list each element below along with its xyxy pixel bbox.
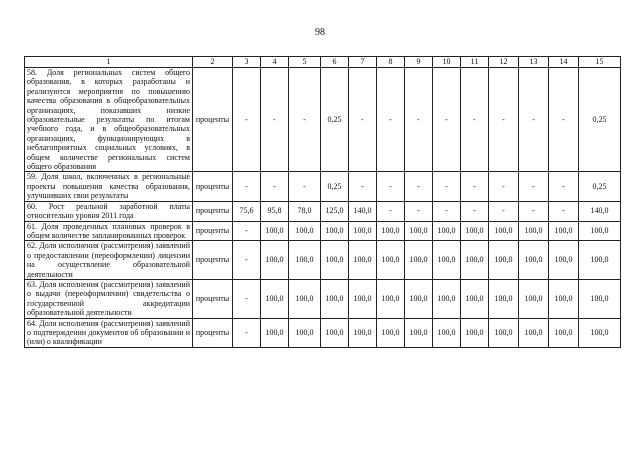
indicator-cell: 62. Доля исполнения (рассмотрения) заявлений о предоставлении (переоформлении) лицензии на осуществление образовательной деятельности	[25, 241, 193, 280]
value-cell: 0,25	[579, 68, 621, 172]
column-header: 4	[261, 57, 289, 68]
value-cell: 100,0	[433, 241, 461, 280]
value-cell: 100,0	[461, 221, 489, 241]
table-row	[25, 172, 621, 201]
value-cell: -	[519, 68, 549, 172]
table-row	[25, 279, 621, 318]
indicator-cell: 64. Доля исполнения (рассмотрения) заявлений о подтверждении документов об образовании и (или) о квалификации	[25, 318, 193, 347]
value-cell: 100,0	[405, 221, 433, 241]
unit-cell: проценты	[193, 318, 233, 347]
column-header: 11	[461, 57, 489, 68]
value-cell: -	[261, 68, 289, 172]
value-cell: -	[233, 221, 261, 241]
value-cell: -	[461, 172, 489, 201]
value-cell: 100,0	[489, 221, 519, 241]
value-cell: 100,0	[461, 279, 489, 318]
value-cell: 100,0	[405, 279, 433, 318]
value-cell: 100,0	[349, 279, 377, 318]
column-header: 2	[193, 57, 233, 68]
value-cell: 100,0	[549, 279, 579, 318]
value-cell: -	[349, 68, 377, 172]
value-cell: 100,0	[433, 221, 461, 241]
value-cell: 78,0	[289, 201, 321, 221]
column-header: 15	[579, 57, 621, 68]
value-cell: -	[233, 318, 261, 347]
table-row	[25, 241, 621, 280]
value-cell: -	[405, 68, 433, 172]
page-number: 98	[315, 27, 325, 38]
value-cell: 100,0	[261, 221, 289, 241]
unit-cell: проценты	[193, 172, 233, 201]
value-cell: 0,25	[321, 172, 349, 201]
value-cell: 100,0	[549, 318, 579, 347]
column-header: 13	[519, 57, 549, 68]
indicators-table	[24, 56, 621, 348]
column-header: 12	[489, 57, 519, 68]
table-row	[25, 221, 621, 241]
unit-cell: проценты	[193, 68, 233, 172]
table-row	[25, 68, 621, 172]
value-cell: 100,0	[489, 318, 519, 347]
unit-cell: проценты	[193, 201, 233, 221]
value-cell: 100,0	[377, 318, 405, 347]
value-cell: -	[433, 172, 461, 201]
value-cell: 100,0	[377, 221, 405, 241]
unit-cell: проценты	[193, 221, 233, 241]
indicator-cell: 59. Доля школ, включенных в региональные проекты повышения качества образования, улучшивших свои результаты	[25, 172, 193, 201]
column-header: 3	[233, 57, 261, 68]
value-cell: -	[405, 172, 433, 201]
value-cell: 100,0	[549, 221, 579, 241]
value-cell: 100,0	[405, 318, 433, 347]
value-cell: 100,0	[349, 318, 377, 347]
value-cell: 100,0	[519, 221, 549, 241]
value-cell: -	[377, 201, 405, 221]
value-cell: 100,0	[289, 221, 321, 241]
value-cell: 100,0	[489, 279, 519, 318]
value-cell: 100,0	[289, 279, 321, 318]
value-cell: 95,8	[261, 201, 289, 221]
value-cell: 100,0	[405, 241, 433, 280]
value-cell: -	[489, 172, 519, 201]
value-cell: 100,0	[321, 279, 349, 318]
value-cell: 100,0	[579, 318, 621, 347]
value-cell: -	[519, 172, 549, 201]
value-cell: -	[549, 172, 579, 201]
value-cell: -	[549, 68, 579, 172]
value-cell: 100,0	[261, 279, 289, 318]
value-cell: 100,0	[321, 221, 349, 241]
value-cell: 100,0	[261, 241, 289, 280]
value-cell: 100,0	[349, 241, 377, 280]
value-cell: -	[289, 172, 321, 201]
value-cell: 0,25	[321, 68, 349, 172]
value-cell: -	[377, 172, 405, 201]
value-cell: 100,0	[349, 221, 377, 241]
column-header: 14	[549, 57, 579, 68]
value-cell: 0,25	[579, 172, 621, 201]
value-cell: -	[519, 201, 549, 221]
value-cell: 100,0	[377, 279, 405, 318]
value-cell: 100,0	[579, 279, 621, 318]
column-header: 1	[25, 57, 193, 68]
value-cell: -	[261, 172, 289, 201]
unit-cell: проценты	[193, 241, 233, 280]
value-cell: 100,0	[433, 279, 461, 318]
indicator-cell: 63. Доля исполнения (рассмотрения) заявлений о выдачи (переоформлении) свидетельства о государственной аккредитации образовательной деятельности	[25, 279, 193, 318]
value-cell: -	[461, 68, 489, 172]
value-cell: 100,0	[321, 318, 349, 347]
value-cell: 100,0	[377, 241, 405, 280]
value-cell: -	[289, 68, 321, 172]
table-row	[25, 318, 621, 347]
value-cell: 140,0	[349, 201, 377, 221]
value-cell: -	[489, 201, 519, 221]
column-header: 8	[377, 57, 405, 68]
value-cell: -	[233, 172, 261, 201]
value-cell: -	[433, 68, 461, 172]
indicator-cell: 58. Доля региональных систем общего образования, в которых разработаны и реализуются мероприятия по повышению качества образования в общеобразовательных организациях, показавших низкие образовательные результаты по итогам учебного года, и в общеобразовательных организациях, функционирующих в неблагоприятных социальных условиях, в общем количестве региональных систем общего образования	[25, 68, 193, 172]
value-cell: 100,0	[579, 221, 621, 241]
value-cell: -	[405, 201, 433, 221]
column-number-row	[25, 57, 621, 68]
value-cell: 100,0	[261, 318, 289, 347]
value-cell: -	[233, 241, 261, 280]
value-cell: -	[377, 68, 405, 172]
value-cell: 100,0	[579, 241, 621, 280]
value-cell: 100,0	[321, 241, 349, 280]
column-header: 5	[289, 57, 321, 68]
value-cell: -	[349, 172, 377, 201]
indicator-cell: 60. Рост реальной заработной платы относительно уровня 2011 года	[25, 201, 193, 221]
value-cell: 125,0	[321, 201, 349, 221]
value-cell: 100,0	[461, 318, 489, 347]
value-cell: 140,0	[579, 201, 621, 221]
table-row	[25, 201, 621, 221]
value-cell: -	[549, 201, 579, 221]
value-cell: 100,0	[289, 318, 321, 347]
value-cell: -	[233, 279, 261, 318]
value-cell: -	[489, 68, 519, 172]
value-cell: 100,0	[433, 318, 461, 347]
column-header: 6	[321, 57, 349, 68]
column-header: 9	[405, 57, 433, 68]
indicator-cell: 61. Доля проведенных плановых проверок в общем количестве запланированных проверок	[25, 221, 193, 241]
value-cell: -	[433, 201, 461, 221]
column-header: 10	[433, 57, 461, 68]
value-cell: 100,0	[519, 279, 549, 318]
value-cell: 100,0	[289, 241, 321, 280]
value-cell: -	[233, 68, 261, 172]
value-cell: 75,6	[233, 201, 261, 221]
value-cell: 100,0	[489, 241, 519, 280]
value-cell: 100,0	[519, 318, 549, 347]
column-header: 7	[349, 57, 377, 68]
unit-cell: проценты	[193, 279, 233, 318]
value-cell: 100,0	[461, 241, 489, 280]
value-cell: 100,0	[549, 241, 579, 280]
value-cell: 100,0	[519, 241, 549, 280]
value-cell: -	[461, 201, 489, 221]
